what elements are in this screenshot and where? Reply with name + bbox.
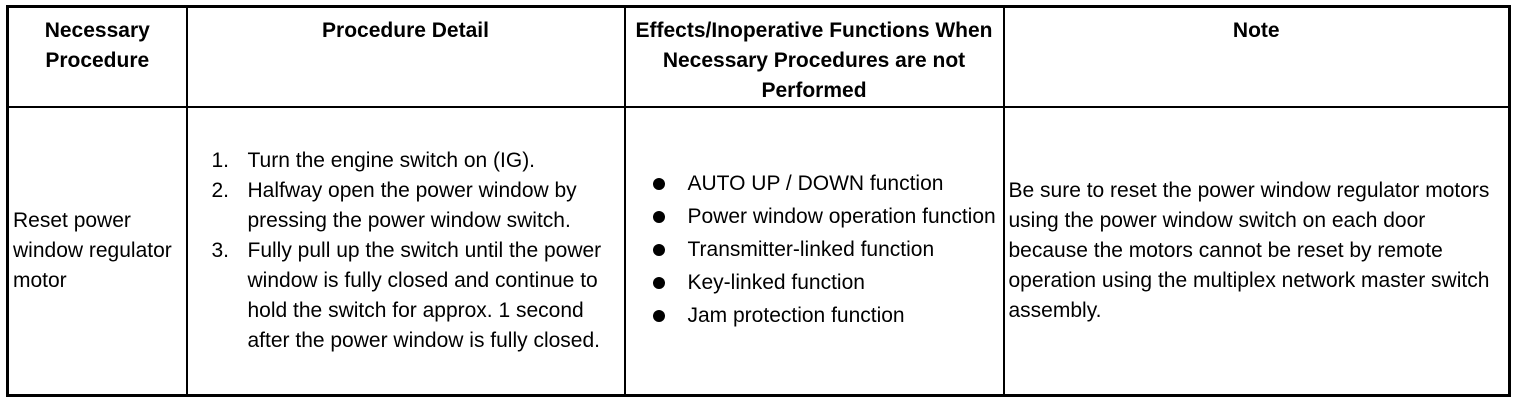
effects-list (630, 169, 999, 331)
header-procedure-detail: Procedure Detail (187, 7, 625, 108)
bullet-icon (653, 244, 665, 256)
effect-text: AUTO UP / DOWN function (687, 171, 944, 195)
procedure-name-cell: Reset power window regulator motor (8, 107, 187, 396)
effect-item (640, 202, 999, 232)
effect-item (640, 235, 999, 265)
effect-text: Transmitter-linked function (687, 237, 935, 261)
bullet-icon (653, 178, 665, 190)
header-necessary-procedure: Necessary Procedure (8, 7, 187, 108)
bullet-icon (653, 277, 665, 289)
procedure-detail-cell (187, 107, 625, 396)
steps-list (192, 146, 620, 356)
bullet-icon (653, 310, 665, 322)
step-text: Fully pull up the switch until the power window is fully closed and continue to hold the switch for approx. 1 second after the power window is fully closed. (247, 239, 602, 352)
header-note: Note (1004, 7, 1510, 108)
table-row (8, 107, 1510, 396)
step-item (212, 176, 620, 236)
bullet-icon (653, 211, 665, 223)
note-cell: Be sure to reset the power window regulator motors using the power window switch on each door because the motors cannot be reset by remote operation using the multiplex network master switch assembly. (1004, 107, 1510, 396)
step-number: 1. (211, 149, 230, 172)
step-text: Turn the engine switch on (IG). (247, 149, 536, 172)
step-text: Halfway open the power window by pressing the power window switch. (247, 179, 577, 232)
effect-text: Key-linked function (687, 270, 865, 294)
effect-text: Jam protection function (687, 303, 905, 327)
step-number: 3. (211, 239, 230, 262)
step-item (212, 236, 620, 356)
effect-item (640, 301, 999, 331)
header-row (8, 7, 1510, 108)
step-item (212, 146, 620, 176)
effects-cell (625, 107, 1004, 396)
effect-item (640, 169, 999, 199)
header-effects: Effects/Inoperative Functions When Necessary Procedures are not Performed (625, 7, 1004, 108)
step-number: 2. (211, 179, 230, 202)
effect-item (640, 268, 999, 298)
effect-text: Power window operation function (687, 204, 996, 228)
procedure-table (6, 5, 1511, 397)
